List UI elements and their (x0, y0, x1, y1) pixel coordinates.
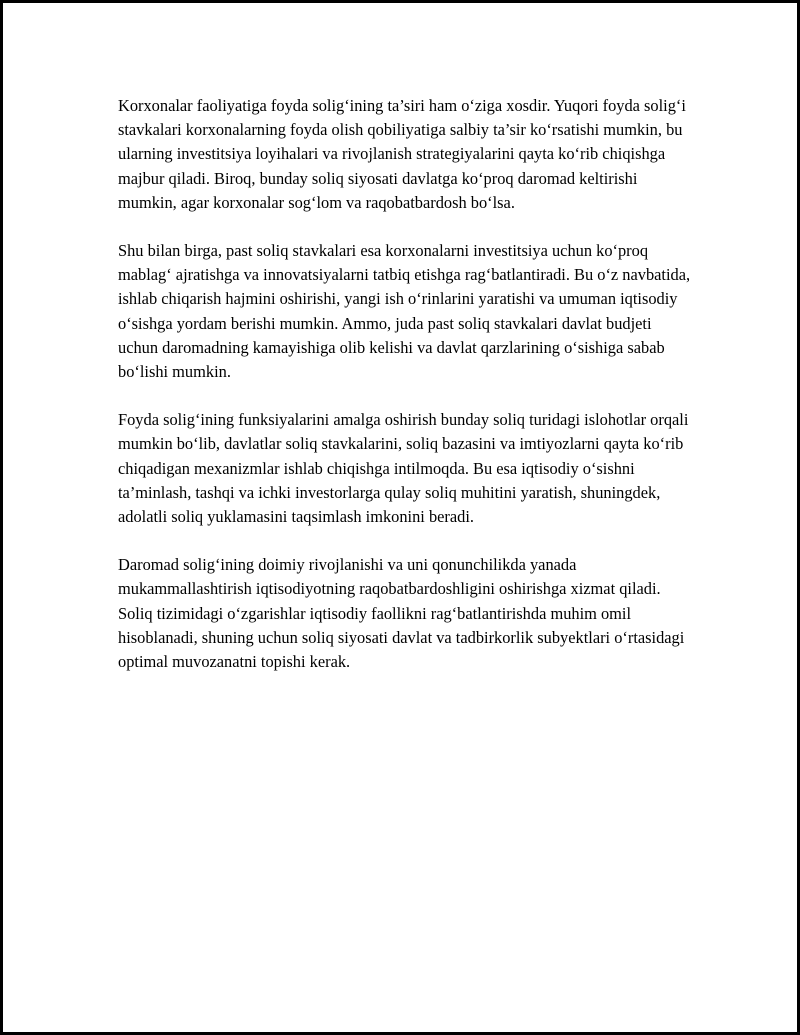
document-body (118, 94, 693, 698)
paragraph-1: Korxonalar faoliyatiga foyda solig‘ining ta’siri ham o‘ziga xosdir. Yuqori foyda solig‘i stavkalari korxonalarning foyda olish qobiliyatiga salbiy ta’sir ko‘rsatishi mumkin, bu ularning investitsiya loyihalari va rivojlanish strategiyalarini qayta ko‘rib chiqishga majbur qiladi. Biroq, bunday soliq siyosati davlatga ko‘proq daromad keltirishi mumkin, agar korxonalar sog‘lom va raqobatbardosh bo‘lsa. (118, 96, 686, 212)
paragraph-4: Daromad solig‘ining doimiy rivojlanishi va uni qonunchilikda yanada mukammallashtirish iqtisodiyotning raqobatbardoshligini oshirishga xizmat qiladi. Soliq tizimidagi o‘zgarishlar iqtisodiy faollikni rag‘batlantirishda muhim omil hisoblanadi, shuning uchun soliq siyosati davlat va tadbirkorlik subyektlari o‘rtasidagi optimal muvozanatni topishi kerak. (118, 555, 685, 672)
paragraph-2: Shu bilan birga, past soliq stavkalari esa korxonalarni investitsiya uchun ko‘proq mablag‘ ajratishga va innovatsiyalarni tatbiq etishga rag‘batlantiradi. Bu o‘z navbatida, ishlab chiqarish hajmini oshirishi, yangi ish o‘rinlarini yaratishi va umuman iqtisodiy o‘sishga yordam berishi mumkin. Ammo, juda past soliq stavkalari davlat budjeti uchun daromadning kamayishiga olib kelishi va davlat qarzlarining o‘sishiga sabab bo‘lishi mumkin. (118, 241, 691, 382)
paragraph-3: Foyda solig‘ining funksiyalarini amalga oshirish bunday soliq turidagi islohotlar orqali mumkin bo‘lib, davlatlar soliq stavkalarini, soliq bazasini va imtiyozlarni qayta ko‘rib chiqadigan mexanizmlar ishlab chiqishga intilmoqda. Bu esa iqtisodiy o‘sishni ta’minlash, tashqi va ichki investorlarga qulay soliq muhitini yaratish, shuningdek, adolatli soliq yuklamasini taqsimlash imkonini beradi. (118, 410, 689, 527)
